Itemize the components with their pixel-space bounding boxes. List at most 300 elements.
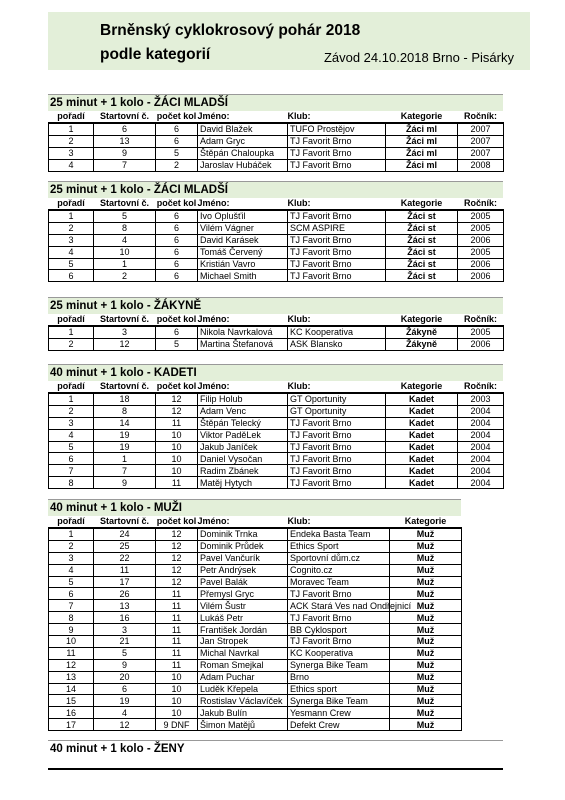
cell-start-number: 25 (94, 540, 156, 552)
cell-year: 2004 (458, 441, 504, 453)
cell-start-number: 21 (94, 636, 156, 648)
cell-start-number: 12 (94, 338, 156, 350)
cell-place: 15 (49, 695, 94, 707)
cell-laps: 10 (156, 695, 198, 707)
cell-place: 2 (49, 222, 94, 234)
cell-laps: 10 (156, 441, 198, 453)
cell-category: Muž (390, 695, 462, 707)
cell-category: Muž (390, 659, 462, 671)
table-row (49, 258, 504, 270)
column-header: pořadí (57, 198, 85, 208)
cell-place: 3 (49, 234, 94, 246)
cell-start-number: 16 (94, 612, 156, 624)
column-header: Jméno: (197, 314, 230, 324)
cell-place: 3 (49, 147, 94, 159)
cell-category: Muž (390, 576, 462, 588)
cell-club: ACK Stará Ves nad Ondřejnicí (288, 600, 390, 612)
cell-name: Jan Stropek (198, 636, 288, 648)
cell-start-number: 19 (94, 695, 156, 707)
cell-club: TJ Favorit Brno (288, 234, 386, 246)
cell-start-number: 7 (94, 159, 156, 171)
cell-year: 2005 (458, 326, 504, 338)
table-row (49, 159, 504, 171)
cell-laps: 12 (156, 540, 198, 552)
cell-club: Yesmann Crew (288, 707, 390, 719)
column-header: pořadí (57, 516, 85, 526)
table-row (49, 417, 504, 429)
cell-category: Žáci st (386, 210, 458, 222)
cell-start-number: 9 (94, 147, 156, 159)
cell-year: 2004 (458, 405, 504, 417)
cell-laps: 5 (156, 147, 198, 159)
column-header: počet kol (156, 381, 197, 391)
table-row (49, 453, 504, 465)
cell-place: 16 (49, 707, 94, 719)
cell-place: 6 (49, 270, 94, 282)
cell-category: Muž (390, 552, 462, 564)
results-table (48, 314, 504, 351)
results-table (48, 198, 504, 282)
cell-club: TJ Favorit Brno (288, 429, 386, 441)
column-header: Jméno: (197, 381, 230, 391)
document-title: Brněnský cyklokrosový pohár 2018 (100, 22, 361, 39)
cell-laps: 6 (156, 326, 198, 338)
cell-start-number: 17 (94, 576, 156, 588)
cell-name: Roman Smejkal (198, 659, 288, 671)
cell-laps: 10 (156, 707, 198, 719)
cell-category: Kadet (386, 441, 458, 453)
cell-start-number: 2 (94, 270, 156, 282)
cell-category: Muž (390, 564, 462, 576)
table-row (49, 528, 462, 540)
cell-start-number: 13 (94, 600, 156, 612)
cell-place: 5 (49, 576, 94, 588)
cell-category: Žákyně (386, 326, 458, 338)
table-row (49, 338, 504, 350)
section-title: 40 minut + 1 kolo - MUŽI (48, 499, 461, 516)
cell-laps: 12 (156, 405, 198, 417)
divider (48, 768, 503, 770)
cell-year: 2007 (458, 135, 504, 147)
section-title: 25 minut + 1 kolo - ŽÁCI MLADŠÍ (48, 181, 503, 198)
results-section (48, 94, 503, 172)
cell-year: 2004 (458, 477, 504, 489)
column-header: Ročník: (463, 111, 497, 121)
cell-name: Luděk Křepela (198, 683, 288, 695)
cell-laps: 11 (156, 417, 198, 429)
cell-club: SCM ASPIRE (288, 222, 386, 234)
table-row (49, 465, 504, 477)
table-row (49, 270, 504, 282)
cell-laps: 11 (156, 636, 198, 648)
cell-laps: 12 (156, 393, 198, 405)
cell-category: Žáci st (386, 258, 458, 270)
cell-laps: 9 DNF (156, 719, 198, 731)
cell-club: GT Oportunity (288, 393, 386, 405)
cell-category: Kadet (386, 417, 458, 429)
table-row (49, 683, 462, 695)
cell-club: TJ Favorit Brno (288, 453, 386, 465)
cell-category: Muž (390, 612, 462, 624)
column-header: Kategorie (400, 381, 443, 391)
table-row (49, 123, 504, 135)
cell-category: Muž (390, 719, 462, 731)
cell-name: Jaroslav Hubáček (198, 159, 288, 171)
cell-start-number: 3 (94, 624, 156, 636)
cell-year: 2004 (458, 453, 504, 465)
cell-club: Brno (288, 671, 390, 683)
table-row (49, 695, 462, 707)
cell-start-number: 13 (94, 135, 156, 147)
column-header: Kategorie (404, 516, 447, 526)
cell-year: 2007 (458, 147, 504, 159)
column-header: pořadí (57, 111, 85, 121)
cell-category: Kadet (386, 477, 458, 489)
cell-club: TJ Favorit Brno (288, 270, 386, 282)
cell-place: 11 (49, 647, 94, 659)
cell-category: Kadet (386, 405, 458, 417)
results-section (48, 297, 503, 351)
cell-start-number: 19 (94, 441, 156, 453)
cell-club: Ethics Sport (288, 540, 390, 552)
table-row (49, 246, 504, 258)
cell-laps: 12 (156, 552, 198, 564)
cell-laps: 10 (156, 453, 198, 465)
cell-year: 2004 (458, 417, 504, 429)
cell-category: Žáci ml (386, 123, 458, 135)
cell-name: Viktor PaděLek (198, 429, 288, 441)
cell-place: 17 (49, 719, 94, 731)
cell-year: 2008 (458, 159, 504, 171)
cell-club: TUFO Prostějov (288, 123, 386, 135)
cell-club: TJ Favorit Brno (288, 417, 386, 429)
cell-name: Kristián Vavro (198, 258, 288, 270)
section-title: 25 minut + 1 kolo - ŽÁKYNĚ (48, 297, 503, 314)
cell-category: Muž (390, 647, 462, 659)
cell-start-number: 19 (94, 429, 156, 441)
column-header: Jméno: (197, 516, 230, 526)
cell-start-number: 7 (94, 465, 156, 477)
cell-club: TJ Favorit Brno (288, 159, 386, 171)
cell-year: 2004 (458, 465, 504, 477)
cell-start-number: 1 (94, 453, 156, 465)
cell-place: 10 (49, 636, 94, 648)
cell-year: 2006 (458, 234, 504, 246)
results-section (48, 181, 503, 282)
cell-laps: 12 (156, 576, 198, 588)
cell-laps: 6 (156, 222, 198, 234)
table-row (49, 707, 462, 719)
cell-laps: 6 (156, 270, 198, 282)
cell-laps: 11 (156, 612, 198, 624)
cell-club: TJ Favorit Brno (288, 147, 386, 159)
section-zeny (48, 740, 503, 757)
cell-category: Žáci st (386, 246, 458, 258)
table-row (49, 222, 504, 234)
cell-category: Muž (390, 588, 462, 600)
table-row (49, 429, 504, 441)
table-row (49, 659, 462, 671)
cell-laps: 11 (156, 477, 198, 489)
cell-laps: 6 (156, 135, 198, 147)
cell-name: Tomáš Červený (198, 246, 288, 258)
cell-laps: 11 (156, 600, 198, 612)
cell-place: 4 (49, 564, 94, 576)
cell-start-number: 3 (94, 326, 156, 338)
table-row (49, 671, 462, 683)
cell-name: Radim Zbánek (198, 465, 288, 477)
cell-start-number: 6 (94, 683, 156, 695)
cell-club: Endeka Basta Team (288, 528, 390, 540)
cell-club: TJ Favorit Brno (288, 477, 386, 489)
column-header: Startovní č. (99, 314, 149, 324)
cell-category: Žáci ml (386, 147, 458, 159)
cell-club: Cognito.cz (288, 564, 390, 576)
cell-laps: 6 (156, 234, 198, 246)
cell-category: Žáci ml (386, 159, 458, 171)
cell-name: Martina Štefanová (198, 338, 288, 350)
cell-category: Kadet (386, 393, 458, 405)
table-row (49, 624, 462, 636)
cell-laps: 11 (156, 647, 198, 659)
cell-laps: 10 (156, 671, 198, 683)
cell-year: 2003 (458, 393, 504, 405)
cell-name: Daniel Vysočan (198, 453, 288, 465)
cell-start-number: 9 (94, 659, 156, 671)
column-header: Startovní č. (99, 111, 149, 121)
cell-club: TJ Favorit Brno (288, 210, 386, 222)
cell-laps: 6 (156, 246, 198, 258)
cell-start-number: 9 (94, 477, 156, 489)
cell-place: 1 (49, 326, 94, 338)
cell-club: TJ Favorit Brno (288, 246, 386, 258)
cell-category: Muž (390, 540, 462, 552)
cell-laps: 12 (156, 564, 198, 576)
column-header: Klub: (287, 314, 311, 324)
cell-laps: 6 (156, 123, 198, 135)
cell-club: Synerga Bike Team (288, 659, 390, 671)
cell-club: TJ Favorit Brno (288, 636, 390, 648)
cell-place: 2 (49, 540, 94, 552)
cell-start-number: 11 (94, 564, 156, 576)
cell-club: TJ Favorit Brno (288, 135, 386, 147)
table-row (49, 647, 462, 659)
cell-category: Muž (390, 671, 462, 683)
table-row (49, 326, 504, 338)
cell-category: Muž (390, 600, 462, 612)
cell-name: Michael Smith (198, 270, 288, 282)
cell-category: Muž (390, 624, 462, 636)
cell-start-number: 8 (94, 222, 156, 234)
cell-name: Lukáš Petr (198, 612, 288, 624)
cell-place: 5 (49, 258, 94, 270)
cell-place: 4 (49, 159, 94, 171)
table-row (49, 588, 462, 600)
cell-name: Pavel Vančurík (198, 552, 288, 564)
cell-place: 8 (49, 477, 94, 489)
section-title: 25 minut + 1 kolo - ŽÁCI MLADŠÍ (48, 94, 503, 111)
cell-name: Matěj Hytych (198, 477, 288, 489)
cell-name: Adam Venc (198, 405, 288, 417)
column-header: Kategorie (400, 314, 443, 324)
cell-category: Žáci ml (386, 135, 458, 147)
cell-club: TJ Favorit Brno (288, 441, 386, 453)
cell-place: 2 (49, 338, 94, 350)
results-section (48, 499, 461, 731)
table-row (49, 540, 462, 552)
cell-name: Vilém Šustr (198, 600, 288, 612)
column-header: Ročník: (463, 314, 497, 324)
cell-place: 5 (49, 441, 94, 453)
cell-name: David Blažek (198, 123, 288, 135)
column-header: počet kol (156, 111, 197, 121)
cell-club: TJ Favorit Brno (288, 465, 386, 477)
cell-club: Ethics sport (288, 683, 390, 695)
column-header: počet kol (156, 314, 197, 324)
cell-year: 2004 (458, 429, 504, 441)
cell-place: 2 (49, 135, 94, 147)
cell-laps: 5 (156, 338, 198, 350)
table-row (49, 564, 462, 576)
results-table (48, 516, 462, 731)
column-header: Ročník: (463, 381, 497, 391)
cell-club: Moravec Team (288, 576, 390, 588)
cell-laps: 6 (156, 210, 198, 222)
table-row (49, 719, 462, 731)
cell-start-number: 12 (94, 719, 156, 731)
cell-name: Štěpán Telecký (198, 417, 288, 429)
cell-club: KC Kooperativa (288, 647, 390, 659)
column-header: Kategorie (400, 111, 443, 121)
cell-category: Žáci st (386, 270, 458, 282)
cell-start-number: 4 (94, 234, 156, 246)
cell-name: Rostislav Václavíček (198, 695, 288, 707)
cell-start-number: 24 (94, 528, 156, 540)
table-row (49, 147, 504, 159)
cell-year: 2007 (458, 123, 504, 135)
cell-place: 1 (49, 528, 94, 540)
cell-club: Defekt Crew (288, 719, 390, 731)
table-row (49, 576, 462, 588)
cell-category: Muž (390, 636, 462, 648)
cell-place: 4 (49, 246, 94, 258)
cell-category: Žáci st (386, 222, 458, 234)
cell-category: Žákyně (386, 338, 458, 350)
cell-laps: 10 (156, 465, 198, 477)
cell-laps: 10 (156, 429, 198, 441)
cell-laps: 11 (156, 624, 198, 636)
cell-category: Kadet (386, 429, 458, 441)
cell-club: TJ Favorit Brno (288, 588, 390, 600)
cell-laps: 11 (156, 588, 198, 600)
cell-name: Dominik Průdek (198, 540, 288, 552)
cell-category: Muž (390, 528, 462, 540)
cell-club: BB Cyklosport (288, 624, 390, 636)
column-header: počet kol (156, 516, 197, 526)
cell-name: David Karásek (198, 234, 288, 246)
cell-name: Adam Gryc (198, 135, 288, 147)
cell-place: 9 (49, 624, 94, 636)
cell-year: 2006 (458, 338, 504, 350)
table-row (49, 477, 504, 489)
cell-place: 12 (49, 659, 94, 671)
section-title: 40 minut + 1 kolo - KADETI (48, 364, 503, 381)
cell-name: Přemysl Gryc (198, 588, 288, 600)
cell-start-number: 14 (94, 417, 156, 429)
column-header: Klub: (287, 516, 311, 526)
cell-place: 2 (49, 405, 94, 417)
table-row (49, 135, 504, 147)
column-header: Jméno: (197, 111, 230, 121)
cell-category: Kadet (386, 453, 458, 465)
column-header: Kategorie (400, 198, 443, 208)
cell-name: Štěpán Chaloupka (198, 147, 288, 159)
cell-name: Adam Puchar (198, 671, 288, 683)
cell-year: 2006 (458, 258, 504, 270)
cell-name: Nikola Navrkalová (198, 326, 288, 338)
cell-place: 7 (49, 465, 94, 477)
cell-place: 7 (49, 600, 94, 612)
race-info: Závod 24.10.2018 Brno - Pisárky (323, 50, 514, 65)
cell-name: Pavel Balák (198, 576, 288, 588)
results-section (48, 364, 503, 489)
cell-place: 1 (49, 393, 94, 405)
cell-category: Muž (390, 683, 462, 695)
cell-category: Kadet (386, 465, 458, 477)
cell-year: 2006 (458, 270, 504, 282)
cell-start-number: 26 (94, 588, 156, 600)
column-header: Ročník: (463, 198, 497, 208)
cell-start-number: 10 (94, 246, 156, 258)
table-row (49, 405, 504, 417)
cell-start-number: 6 (94, 123, 156, 135)
cell-start-number: 5 (94, 647, 156, 659)
cell-name: Ivo Oplušťil (198, 210, 288, 222)
cell-laps: 6 (156, 258, 198, 270)
cell-club: Synerga Bike Team (288, 695, 390, 707)
cell-club: Sportovní dům.cz (288, 552, 390, 564)
cell-year: 2005 (458, 222, 504, 234)
cell-place: 1 (49, 123, 94, 135)
cell-name: Jakub Janíček (198, 441, 288, 453)
cell-club: ASK Blansko (288, 338, 386, 350)
cell-name: Jakub Bulín (198, 707, 288, 719)
cell-start-number: 20 (94, 671, 156, 683)
results-table (48, 381, 504, 489)
column-header: Startovní č. (99, 516, 149, 526)
cell-year: 2005 (458, 246, 504, 258)
column-header: Startovní č. (99, 381, 149, 391)
cell-laps: 2 (156, 159, 198, 171)
table-row (49, 612, 462, 624)
cell-club: KC Kooperativa (288, 326, 386, 338)
cell-laps: 12 (156, 528, 198, 540)
section-title: 40 minut + 1 kolo - ŽENY (48, 740, 503, 757)
table-row (49, 441, 504, 453)
cell-place: 4 (49, 429, 94, 441)
cell-place: 13 (49, 671, 94, 683)
cell-place: 3 (49, 417, 94, 429)
cell-place: 3 (49, 552, 94, 564)
cell-start-number: 1 (94, 258, 156, 270)
cell-place: 6 (49, 588, 94, 600)
table-row (49, 636, 462, 648)
cell-place: 1 (49, 210, 94, 222)
column-header: Jméno: (197, 198, 230, 208)
cell-club: TJ Favorit Brno (288, 258, 386, 270)
column-header: Klub: (287, 381, 311, 391)
cell-category: Muž (390, 707, 462, 719)
